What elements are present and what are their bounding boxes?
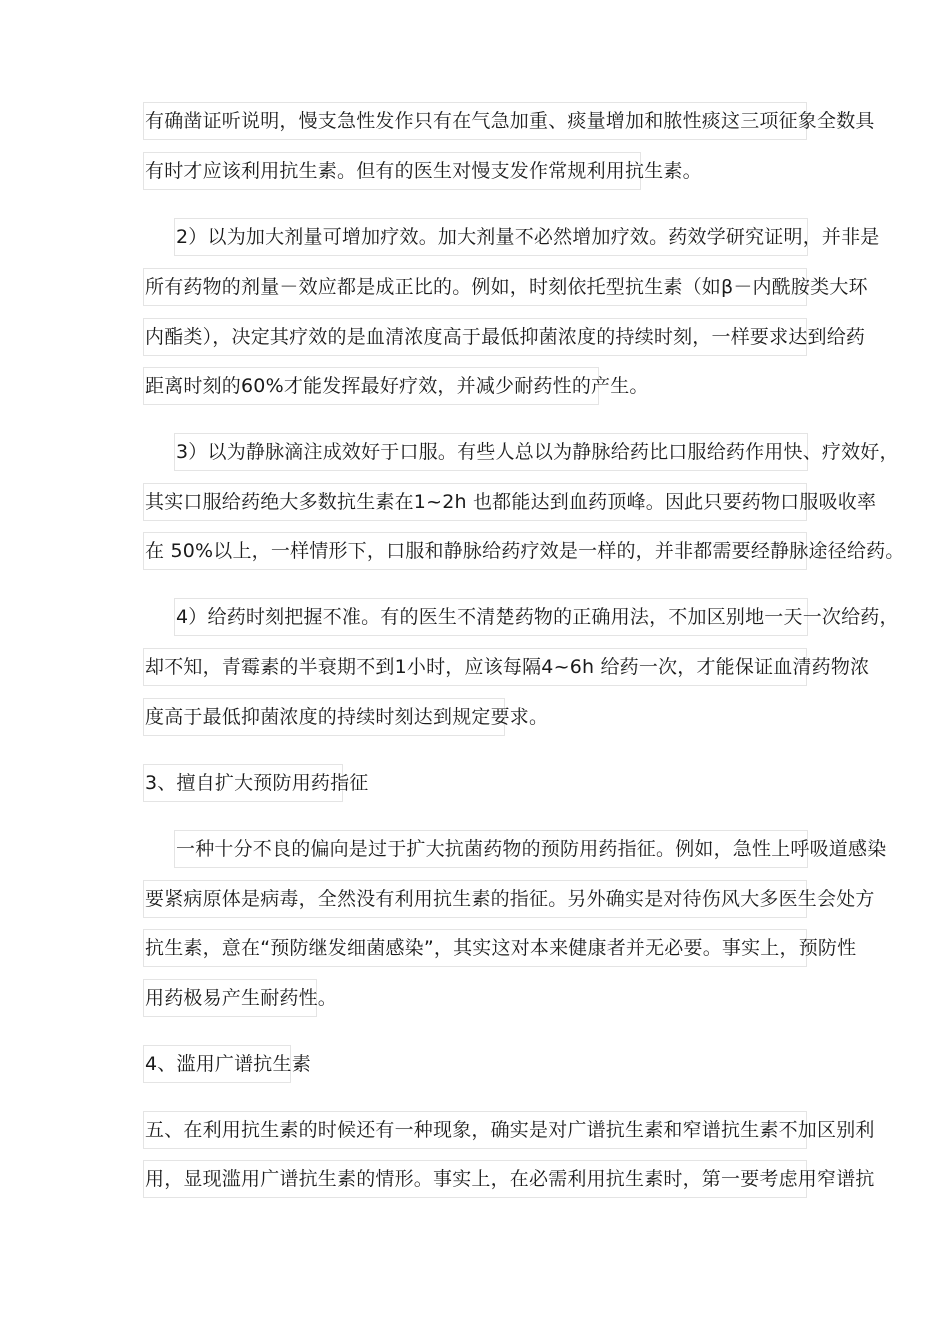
text-line-17: 用药极易产生耐药性。 <box>143 979 317 1017</box>
text-line-16: 抗生素，意在“预防继发细菌感染”，其实这对本来健康者并无必要。事实上，预防性 <box>143 929 807 967</box>
text-line-14: 一种十分不良的偏向是过于扩大抗菌药物的预防用药指征。例如，急性上呼吸道感染 <box>174 830 808 868</box>
text-line-3: 2）以为加大剂量可增加疗效。加大剂量不必然增加疗效。药效学研究证明，并非是 <box>174 218 808 256</box>
section-heading-3: 3、擅自扩大预防用药指征 <box>143 764 343 802</box>
text-line-2: 有时才应该利用抗生素。但有的医生对慢支发作常规利用抗生素。 <box>143 152 641 190</box>
text-line-1: 有确凿证听说明，慢支急性发作只有在气急加重、痰量增加和脓性痰这三项征象全数具 <box>143 102 807 140</box>
text-line-9: 在 50%以上，一样情形下，口服和静脉给药疗效是一样的，并非都需要经静脉途径给药。 <box>143 532 807 570</box>
text-line-19: 五、在利用抗生素的时候还有一种现象，确实是对广谱抗生素和窄谱抗生素不加区别利 <box>143 1111 807 1149</box>
section-heading-4: 4、滥用广谱抗生素 <box>143 1045 291 1083</box>
text-line-7: 3）以为静脉滴注成效好于口服。有些人总以为静脉给药比口服给药作用快、疗效好， <box>174 433 808 471</box>
text-line-6: 距离时刻的60%才能发挥最好疗效，并减少耐药性的产生。 <box>143 367 599 405</box>
text-line-15: 要紧病原体是病毒，全然没有利用抗生素的指征。另外确实是对待伤风大多医生会处方 <box>143 880 807 918</box>
text-line-11: 却不知，青霉素的半衰期不到1小时，应该每隔4~6h 给药一次，才能保证血清药物浓 <box>143 648 807 686</box>
text-line-8: 其实口服给药绝大多数抗生素在1~2h 也都能达到血药顶峰。因此只要药物口服吸收率 <box>143 483 807 521</box>
text-line-10: 4）给药时刻把握不准。有的医生不清楚药物的正确用法，不加区别地一天一次给药， <box>174 598 808 636</box>
text-line-4: 所有药物的剂量－效应都是成正比的。例如，时刻依托型抗生素（如β－内酰胺类大环 <box>143 268 807 306</box>
text-line-20: 用，显现滥用广谱抗生素的情形。事实上，在必需利用抗生素时，第一要考虑用窄谱抗 <box>143 1160 807 1198</box>
text-line-5: 内酯类），决定其疗效的是血清浓度高于最低抑菌浓度的持续时刻，一样要求达到给药 <box>143 318 807 356</box>
text-line-12: 度高于最低抑菌浓度的持续时刻达到规定要求。 <box>143 698 505 736</box>
